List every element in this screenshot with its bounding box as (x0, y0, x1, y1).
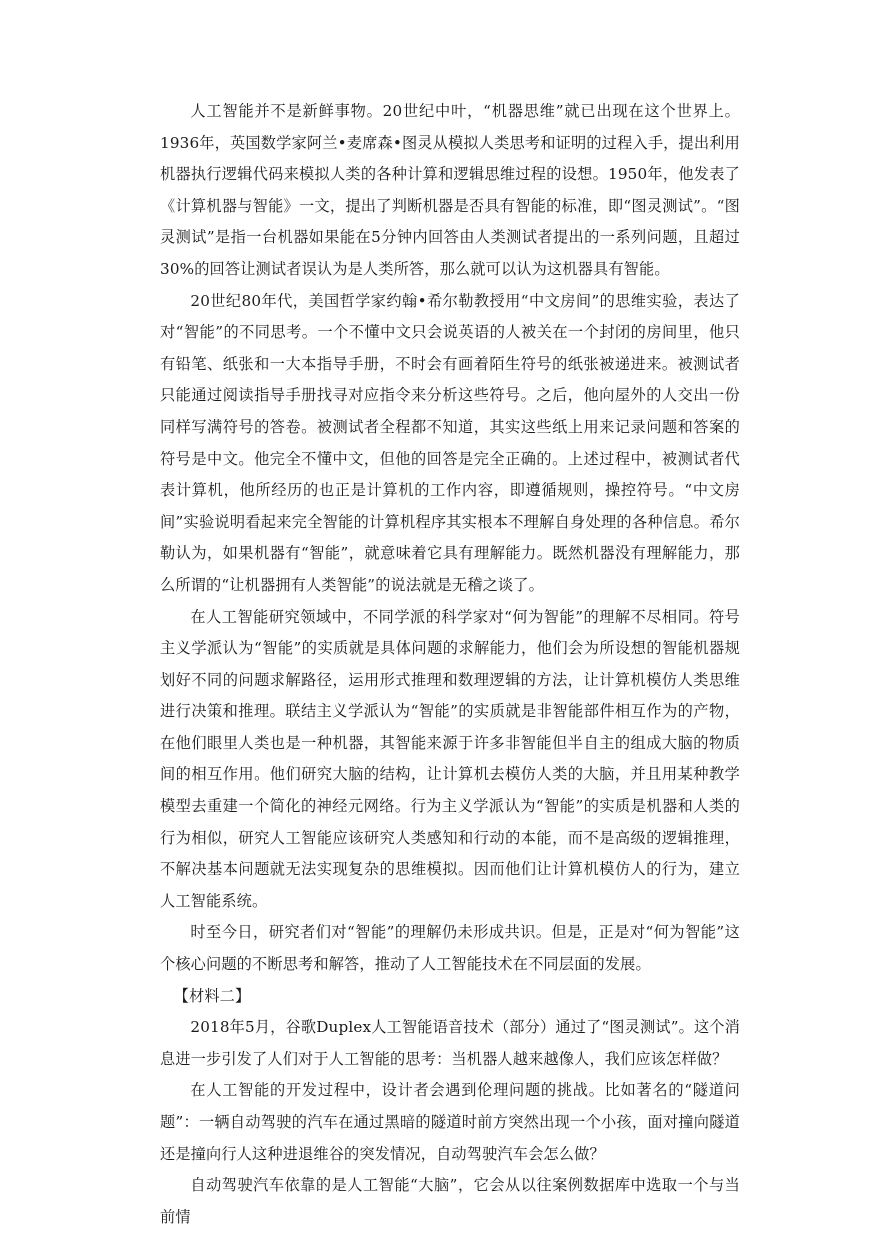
paragraph-4: 时至今日，研究者们对“智能”的理解仍未形成共识。但是，正是对“何为智能”这个核心问题的不断思考和解答，推动了人工智能技术在不同层面的发展。 (160, 923, 740, 974)
paragraph-1: 人工智能并不是新鲜事物。20世纪中叶，“机器思维”就已出现在这个世界上。1936年，英国数学家阿兰•麦席森•图灵从模拟人类思考和证明的过程入手，提出利用机器执行逻辑代码来模拟人类的各种计算和逻辑思维过程的设想。1950年，他发表了《计算机器与智能》一文，提出了判断机器是否具有智能的标准，即“图灵测试”。“图灵测试”是指一台机器如果能在5分钟内回答由人类测试者提出的一系列问题，且超过30%的回答让测试者误认为是人类所答，那么就可以认为这机器具有智能。 (160, 102, 740, 278)
paragraph-3: 在人工智能研究领域中，不同学派的科学家对“何为智能”的理解不尽相同。符号主义学派认为“智能”的实质就是具体问题的求解能力，他们会为所设想的智能机器规划好不同的问题求解路径，运用形式推理和数理逻辑的方法，让计算机模仿人类思维进行决策和推理。联结主义学派认为“智能”的实质就是非智能部件相互作为的产物，在他们眼里人类也是一种机器，其智能来源于许多非智能但半自主的组成大脑的物质间的相互作用。他们研究大脑的结构，让计算机去模仿人类的大脑，并且用某种教学模型去重建一个简化的神经元网络。行为主义学派认为“智能”的实质是机器和人类的行为相似，研究人工智能应该研究人类感知和行动的本能，而不是高级的逻辑推理，不解决基本问题就无法实现复杂的思维模拟。因而他们让计算机模仿人的行为，建立人工智能系统。 (160, 607, 740, 910)
paragraph-5: 2018年5月，谷歌Duplex人工智能语音技术（部分）通过了“图灵测试”。这个消息进一步引发了人们对于人工智能的思考：当机器人越来越像人，我们应该怎样做？ (160, 1018, 740, 1068)
paragraph-7: 自动驾驶汽车依靠的是人工智能“大脑”，它会从以往案例数据库中选取一个与当前情 (160, 1176, 740, 1226)
section-heading: 【材料二】 (173, 986, 251, 1005)
document-page (160, 96, 740, 1233)
paragraph-2: 20世纪80年代，美国哲学家约翰•希尔勒教授用“中文房间”的思维实验，表达了对“智能”的不同思考。一个不懂中文只会说英语的人被关在一个封闭的房间里，他只有铅笔、纸张和一大本指导手册，不时会有画着陌生符号的纸张被递进来。被测试者只能通过阅读指导手册找寻对应指令来分析这些符号。之后，他向屋外的人交出一份同样写满符号的答卷。被测试者全程都不知道，其实这些纸上用来记录问题和答案的符号是中文。他完全不懂中文，但他的回答是完全正确的。上述过程中，被测试者代表计算机，他所经历的也正是计算机的工作内容，即遵循规则，操控符号。“中文房间”实验说明看起来完全智能的计算机程序其实根本不理解自身处理的各种信息。希尔勒认为，如果机器有“智能”，就意味着它具有理解能力。既然机器没有理解能力，那么所谓的“让机器拥有人类智能”的说法就是无稽之谈了。 (160, 291, 740, 594)
paragraph-6: 在人工智能的开发过程中，设计者会遇到伦理问题的挑战。比如著名的“隧道问题”：一辆自动驾驶的汽车在通过黑暗的隧道时前方突然出现一个小孩，面对撞向隧道还是撞向行人这种进退维谷的突发情况，自动驾驶汽车会怎么做？ (160, 1081, 740, 1163)
